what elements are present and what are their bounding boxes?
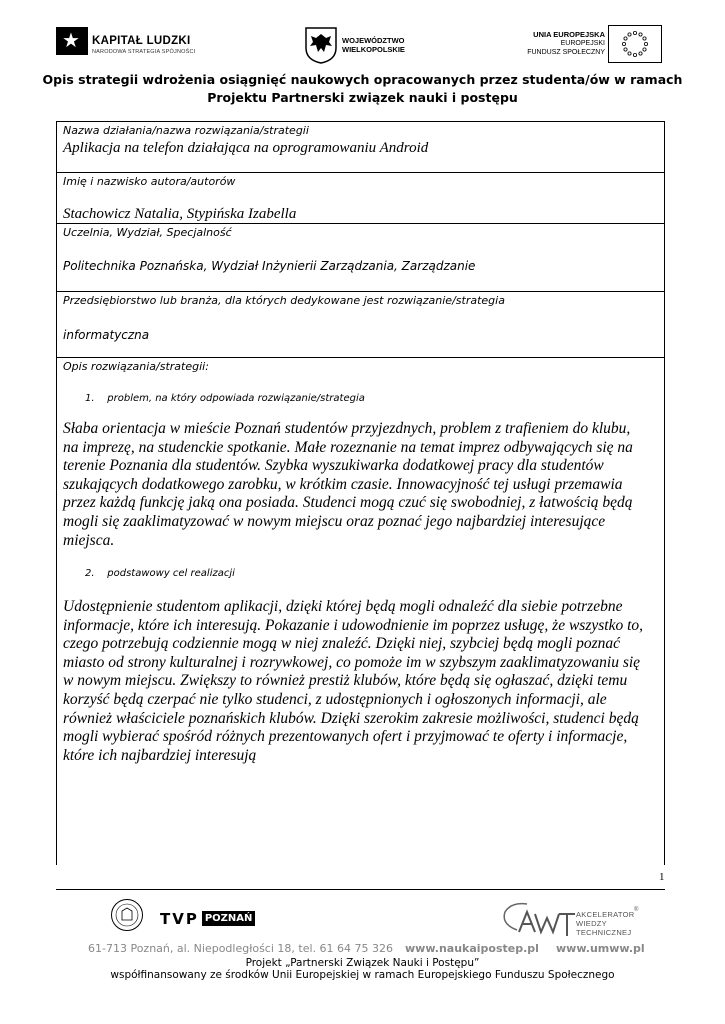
wielkopolskie-logo-text — [342, 36, 405, 54]
star-icon: ★ — [62, 30, 80, 52]
paragraph-line: w nowym miejscu. Zwiększy to również prestiż klubów, które będą się ogłaszać, dzięki temu — [63, 672, 628, 690]
paragraph-line: mogli wybierać spośród różnych prezentowanych ofert i przyjmować te oferty i informacje, — [63, 728, 628, 746]
field-value-industry: informatyczna — [63, 328, 150, 342]
wielkopolskie-logo-line2: WIELKOPOLSKIE — [342, 45, 405, 54]
description-item-2 — [85, 568, 235, 579]
eu-flag-icon — [608, 25, 662, 63]
paragraph-line: które ich najbardziej interesują — [63, 746, 257, 764]
awt-logo-line2: WIEDZY — [576, 919, 607, 928]
field-label-solution-name: Nazwa działania/nazwa rozwiązania/strategii — [63, 124, 309, 137]
field-label-authors: Imię i nazwisko autora/autorów — [63, 175, 236, 188]
paragraph-line: również właściciele poznańskich klubów. Dzięki szerokim zakresie możliwości, studenci będą — [63, 709, 639, 727]
table-divider — [56, 291, 665, 292]
paragraph-line: czego potrzebują codziennie mogą w niej znaleźć. Dzięki niej, szybciej będą mogli poznać — [63, 635, 621, 653]
document-title-line2: Projektu Partnerski związek nauki i postępu — [207, 90, 518, 105]
awt-logo-registered-mark: ® — [634, 907, 639, 913]
tvp-poznan-logo — [160, 910, 255, 929]
description-item-1 — [85, 393, 365, 404]
kapital-ludzki-logo-title: KAPITAŁ LUDZKI — [92, 35, 191, 47]
table-divider — [56, 172, 665, 173]
description-item-1-number: 1. — [85, 393, 95, 404]
tvp-logo-text: TVP — [160, 910, 199, 928]
table-divider — [56, 357, 665, 358]
tvp-poznan-badge: POZNAŃ — [202, 911, 256, 926]
document-title-line1: Opis strategii wdrożenia osiągnięć naukowych opracowanych przez studenta/ów w ramach — [42, 72, 683, 87]
field-label-university: Uczelnia, Wydział, Specjalność — [63, 226, 232, 239]
table-divider — [56, 223, 665, 224]
footer-link-naukaipostep[interactable]: www.naukaipostep.pl — [405, 942, 539, 955]
paragraph-line: miasto od strony kulturalnej i rozrywkowej, co pomoże im w szybszym zaaklimatyzowaniu się — [63, 653, 641, 671]
field-label-industry: Przedsiębiorstwo lub branża, dla których dedykowane jest rozwiązanie/strategia — [63, 294, 505, 307]
awt-logo-line3: TECHNICZNEJ — [576, 928, 632, 937]
paragraph-line: terenie Poznania dla studentów. Szybka wyszukiwarka dodatkowej pracy dla studentów — [63, 457, 604, 475]
eu-logo-line2: EUROPEJSKI — [560, 40, 605, 47]
document-title — [40, 71, 685, 107]
kapital-ludzki-logo-subtitle: NARODOWA STRATEGIA SPÓJNOŚCI — [92, 49, 196, 55]
paragraph-line: informacje, które ich interesują. Pokazanie i udowodnienie im poprzez usługę, że wszystko to, — [63, 616, 644, 634]
footer-project-line2: współfinansowany ze środków Unii Europejskiej w ramach Europejskiego Funduszu Społecznego — [110, 969, 615, 981]
paragraph-line: Słaba orientacja w mieście Poznań studentów przyjezdnych, problem z trafieniem do klubu, — [63, 420, 631, 437]
eu-logo-text — [505, 30, 605, 57]
goal-paragraph — [63, 598, 659, 765]
eu-logo-line3: FUNDUSZ SPOŁECZNY — [527, 49, 605, 56]
awt-logo-icon — [497, 900, 577, 940]
paragraph-line: korzyść będą czerpać nie tylko studenci, z udostępnionych i ogłoszonych informacji, ale — [63, 690, 607, 708]
footer-divider — [56, 889, 665, 890]
eagle-crest-icon — [304, 26, 338, 64]
field-value-university: Politechnika Poznańska, Wydział Inżynierii Zarządzania, Zarządzanie — [63, 259, 476, 273]
field-label-description: Opis rozwiązania/strategii: — [63, 360, 209, 373]
description-item-2-label: podstawowy cel realizacji — [107, 568, 235, 579]
paragraph-line: mogli się zaaklimatyzować w nowym miejscu oraz poznać jego najbardziej interesujące — [63, 512, 606, 530]
awt-logo-line1: AKCELERATOR — [576, 910, 635, 919]
paragraph-line: Udostępnienie studentom aplikacji, dzięki której będą mogli odnaleźć dla siebie potrzebne — [63, 598, 623, 615]
footer-project-line1: Projekt „Partnerski Związek Nauki i Postępu” — [245, 957, 480, 969]
description-item-1-label: problem, na który odpowiada rozwiązanie/strategia — [107, 393, 365, 404]
eu-logo-line1: UNIA EUROPEJSKA — [533, 30, 605, 39]
footer-address: 61-713 Poznań, al. Niepodległości 18, tel. 61 64 75 326 — [88, 942, 394, 955]
wielkopolskie-logo-line1: WOJEWÓDZTWO — [342, 36, 405, 45]
page-number: 1 — [659, 871, 665, 883]
paragraph-line: miejsca. — [63, 531, 115, 549]
description-item-2-number: 2. — [85, 568, 95, 579]
field-value-solution-name: Aplikacja na telefon działająca na oprogramowaniu Android — [63, 140, 429, 156]
paragraph-line: przez każdą funkcję jaką ona posiada. Studenci mogą czuć się swobodniej, z łatwością będą — [63, 494, 633, 512]
paragraph-line: na imprezę, na studenckie spotkanie. Małe rozeznanie na temat imprez odbywających się na — [63, 438, 633, 456]
university-seal-icon — [110, 898, 144, 932]
awt-logo-text — [576, 910, 634, 937]
field-value-authors: Stachowicz Natalia, Stypińska Izabella — [63, 206, 297, 222]
paragraph-line: szukających dodatkowego zarobku, w krótkim czasie. Innowacyjność tej usługi przemawia — [63, 475, 623, 493]
problem-paragraph — [63, 420, 659, 550]
footer-link-umww[interactable]: www.umww.pl — [556, 942, 645, 955]
